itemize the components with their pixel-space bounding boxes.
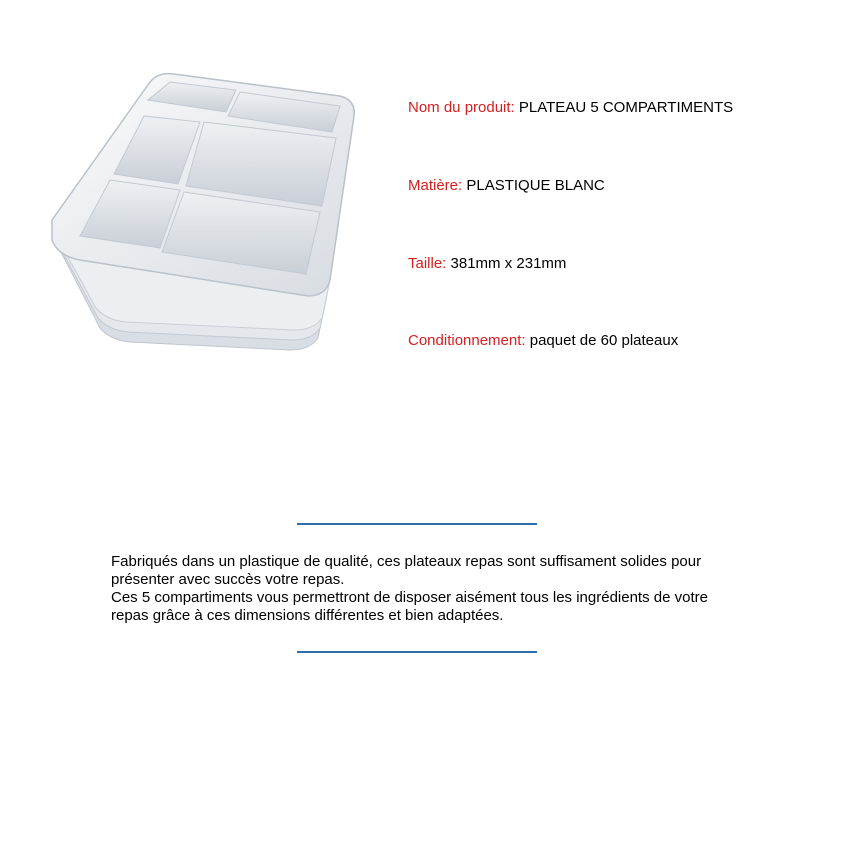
description-line: Fabriqués dans un plastique de qualité, ces plateaux repas sont suffisament solides pour [111,553,702,570]
spec-label: Conditionnement: [408,332,526,349]
description-line: présenter avec succès votre repas. [111,571,345,588]
description-line: repas grâce à ces dimensions différentes et bien adaptées. [111,607,504,624]
spec-label: Taille: [408,255,447,272]
product-image [40,60,370,370]
spec-value: paquet de 60 plateaux [529,332,679,349]
spec-product-name [408,99,733,116]
spec-material [408,177,605,194]
product-description [111,553,801,625]
divider-bottom [297,651,537,653]
spec-label: Nom du produit: [408,99,515,116]
spec-value: PLASTIQUE BLANC [466,177,605,194]
spec-packaging [408,332,678,349]
spec-label: Matière: [408,177,463,194]
tray-icon [40,60,370,370]
divider-top [297,523,537,525]
spec-size [408,255,566,272]
description-line: Ces 5 compartiments vous permettront de disposer aisément tous les ingrédients de votre [111,589,708,606]
spec-value: PLATEAU 5 COMPARTIMENTS [518,99,734,116]
spec-value: 381mm x 231mm [450,255,567,272]
